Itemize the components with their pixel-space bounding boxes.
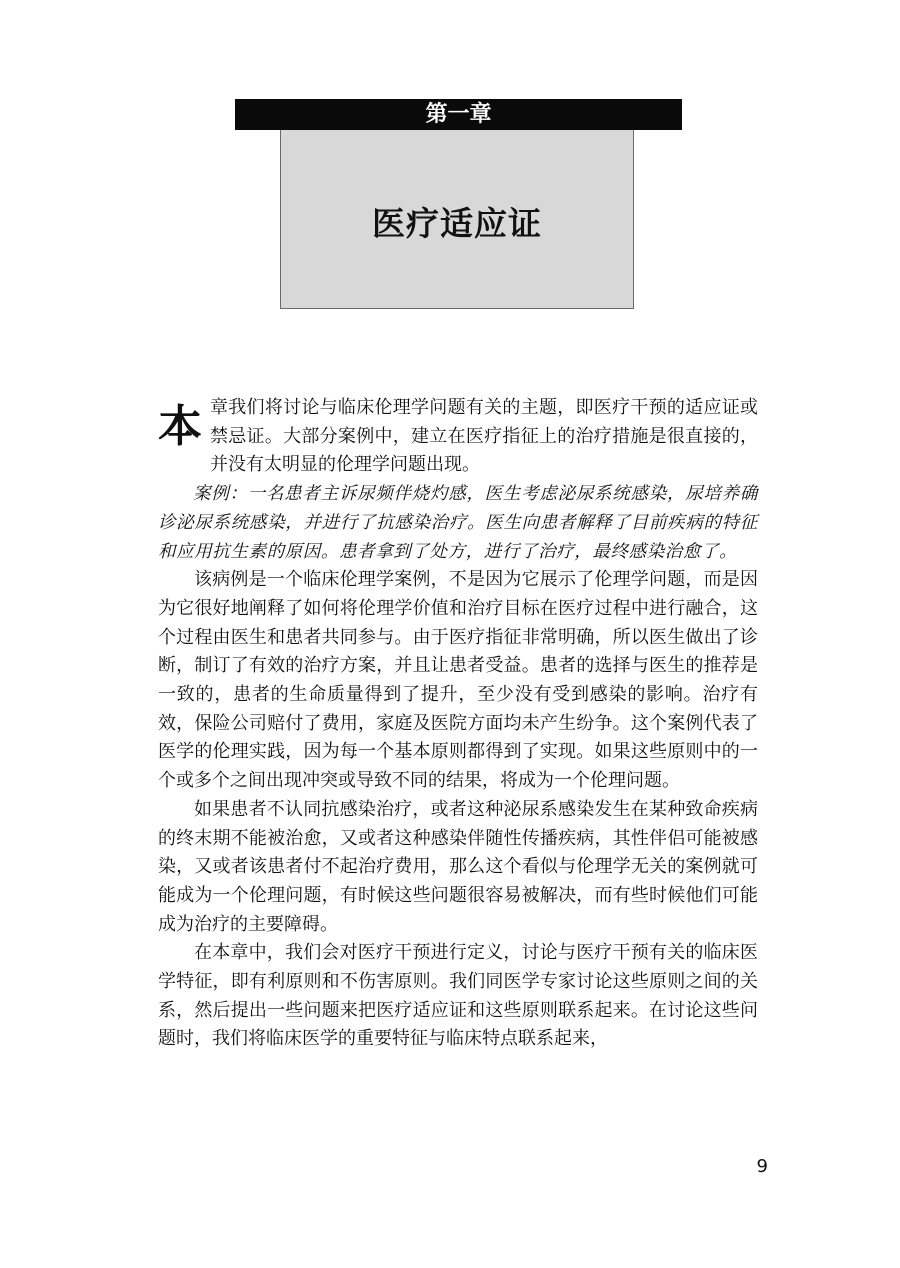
drop-cap: 本 xyxy=(158,401,202,452)
chapter-title-box xyxy=(280,130,634,309)
body-text xyxy=(158,394,758,1054)
paragraph-4: 如果患者不认同抗感染治疗，或者这种泌尿系感染发生在某种致命疾病的终末期不能被治愈，又或者这种感染伴随性传播疾病，其性伴侣可能被感染，又或者该患者付不起治疗费用，那么这个看似与伦理学无关的案例就可能成为一个伦理问题，有时候这些问题很容易被解决，而有些时候他们可能成为治疗的主要障碍。 xyxy=(158,798,758,935)
paragraph-case: 案例：一名患者主诉尿频伴烧灼感，医生考虑泌尿系统感染，尿培养确诊泌尿系统感染，并进行了抗感染治疗。医生向患者解释了目前疾病的特征和应用抗生素的原因。患者拿到了处方，进行了治疗，最终感染治愈了。 xyxy=(158,484,758,562)
chapter-title: 医疗适应证 xyxy=(372,203,542,243)
page-number: 9 xyxy=(756,1156,768,1177)
paragraph-3: 该病例是一个临床伦理学案例，不是因为它展示了伦理学问题，而是因为它很好地阐释了如何将伦理学价值和治疗目标在医疗过程中进行融合，这个过程由医生和患者共同参与。由于医疗指征非常明确，所以医生做出了诊断，制订了有效的治疗方案，并且让患者受益。患者的选择与医生的推荐是一致的，患者的生命质量得到了提升，至少没有受到感染的影响。治疗有效，保险公司赔付了费用，家庭及医院方面均未产生纷争。这个案例代表了医学的伦理实践，因为每一个基本原则都得到了实现。如果这些原则中的一个或多个之间出现冲突或导致不同的结果，将成为一个伦理问题。 xyxy=(158,569,758,792)
paragraph-intro-text: 章我们将讨论与临床伦理学问题有关的主题，即医疗干预的适应证或禁忌证。大部分案例中，建立在医疗指征上的治疗措施是很直接的，并没有太明显的伦理学问题出现。 xyxy=(210,397,758,476)
chapter-label: 第一章 xyxy=(235,99,682,130)
paragraph-intro xyxy=(158,394,758,480)
paragraph-5: 在本章中，我们会对医疗干预进行定义，讨论与医疗干预有关的临床医学特征，即有利原则和不伤害原则。我们同医学专家讨论这些原则之间的关系，然后提出一些问题来把医疗适应证和这些原则联系起来。在讨论这些问题时，我们将临床医学的重要特征与临床特点联系起来， xyxy=(158,942,758,1050)
